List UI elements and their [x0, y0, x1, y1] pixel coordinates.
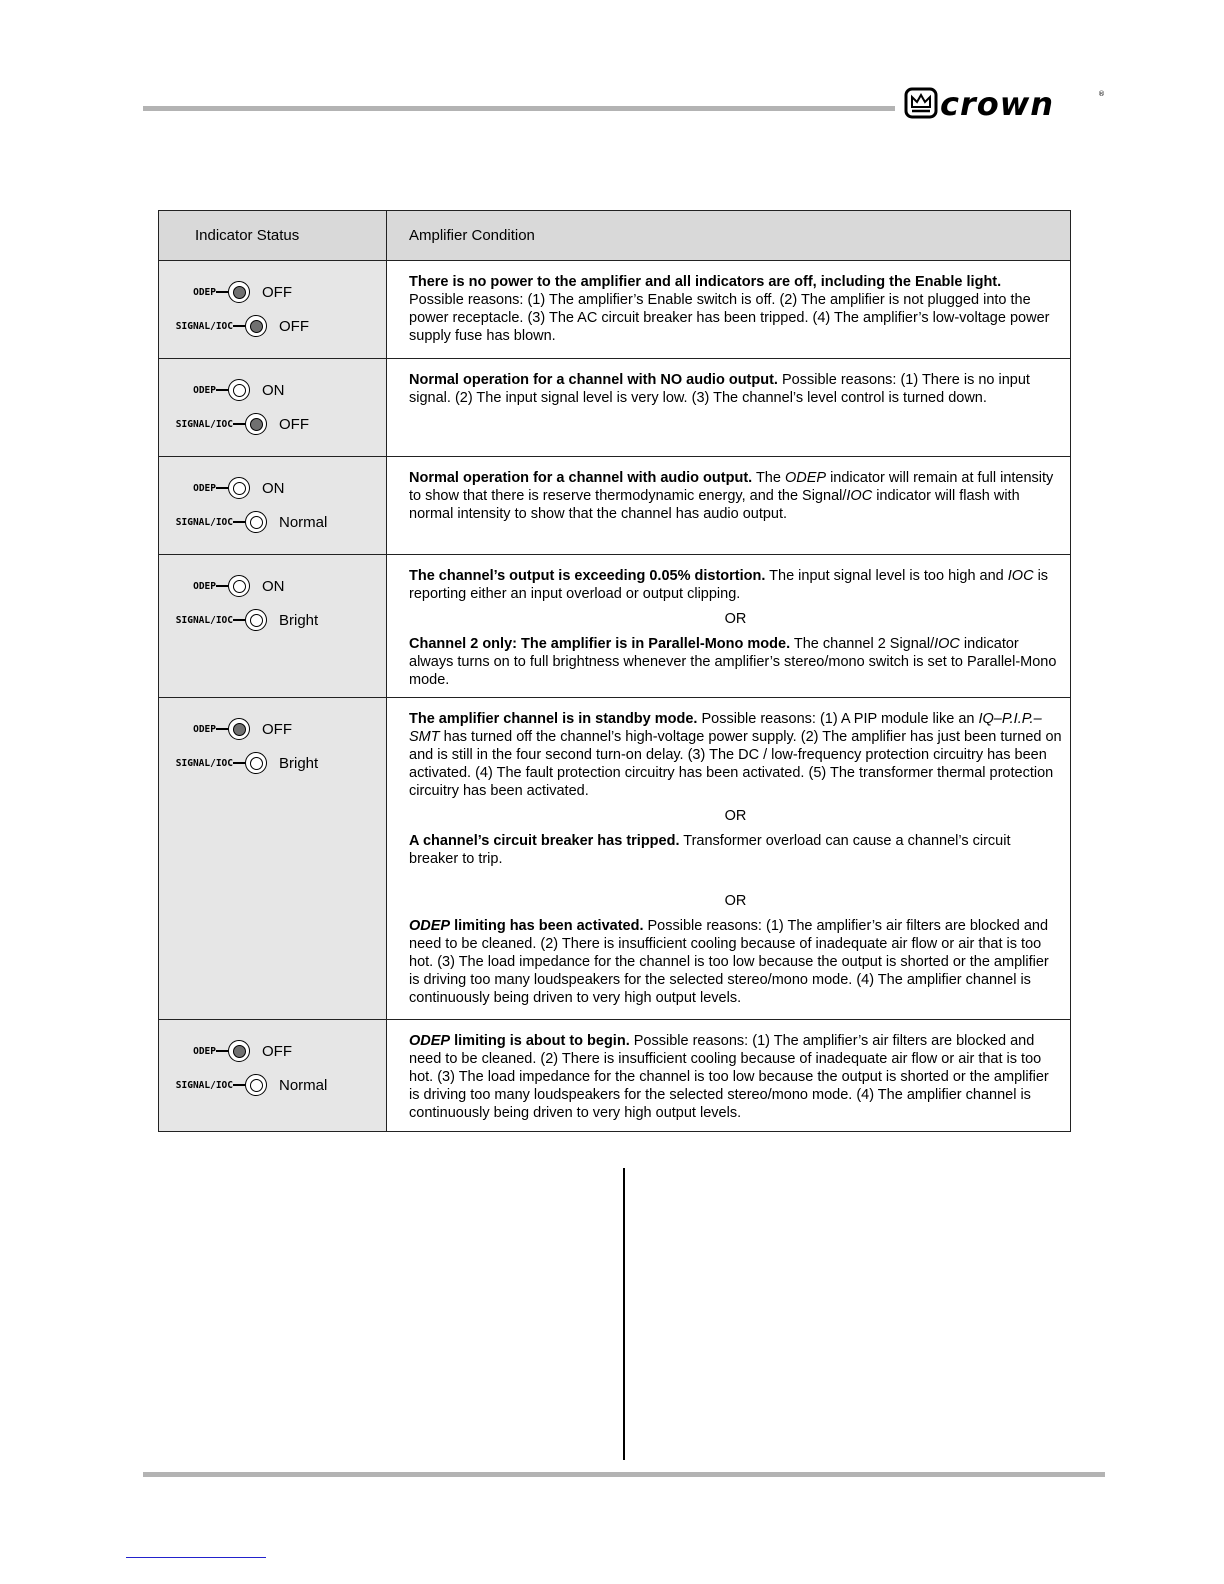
odep-led-icon [228, 1040, 250, 1062]
col-header-amplifier-condition: Amplifier Condition [387, 211, 1071, 261]
indicator-cell [159, 1020, 387, 1132]
odep-indicator [159, 474, 285, 502]
indicator-cell [159, 457, 387, 555]
odep-indicator [159, 715, 292, 743]
condition-text: indicator will remain at full intensity to show that there is reserve thermodynamic energy, and the Signal/ [409, 470, 1054, 504]
signal-label: SIGNAL/IOC [175, 516, 233, 528]
signal-state: Normal [279, 513, 328, 531]
condition-text: Possible reasons: (1) A PIP module like an [697, 711, 979, 727]
indicator-cell [159, 698, 387, 1020]
signal-indicator [159, 1071, 327, 1099]
condition-heading: A channel’s circuit breaker has tripped. [409, 833, 680, 849]
signal-indicator [159, 606, 318, 634]
condition-heading-italic: ODEP [409, 1033, 451, 1049]
odep-led-icon [228, 718, 250, 740]
table-row [159, 261, 1071, 359]
odep-led-icon [228, 575, 250, 597]
condition-heading-italic: ODEP [409, 918, 451, 934]
condition-italic: IQ–P.I.P.–SMT [409, 711, 1042, 745]
signal-indicator [159, 312, 309, 340]
odep-state: ON [262, 479, 285, 497]
signal-led-icon [245, 1074, 267, 1096]
column-divider [623, 1168, 625, 1460]
odep-state: OFF [262, 283, 292, 301]
condition-text: The input signal level is too high and [765, 568, 1008, 584]
condition-text: has turned off the channel’s high-voltage power supply. (2) The amplifier has just been turned on and is still in the four second turn-on delay. (3) The DC / low-frequency protection circuitry has been activated. (4) The fault protection circuitry has been activated. (5) The transformer thermal protection circuitry has been activated. [409, 729, 1062, 799]
odep-state: ON [262, 381, 285, 399]
condition-heading: There is no power to the amplifier and all indicators are off, including the Enable light. [409, 274, 1002, 290]
signal-state: Bright [279, 611, 319, 629]
condition-text: Possible reasons: (1) There is no input signal. (2) The input signal level is very low. (3) The channel’s level control is turned down. [409, 372, 1030, 406]
condition-text: Transformer overload can cause a channel’s circuit breaker to trip. [409, 833, 1011, 867]
odep-led-icon [228, 477, 250, 499]
signal-label: SIGNAL/IOC [175, 320, 233, 332]
signal-indicator [159, 749, 318, 777]
table-header-row [159, 211, 1071, 261]
condition-heading: Normal operation for a channel with NO audio output. [409, 372, 778, 388]
signal-led-icon [245, 752, 267, 774]
signal-led-icon [245, 511, 267, 533]
condition-text: is reporting either an input overload or output clipping. [409, 568, 1049, 602]
table-row [159, 1020, 1071, 1132]
indicator-cell [159, 359, 387, 457]
indicator-status-table [158, 210, 1071, 1132]
signal-label: SIGNAL/IOC [175, 614, 233, 626]
condition-text: The [752, 470, 785, 486]
signal-led-icon [245, 413, 267, 435]
condition-text: The channel 2 Signal/ [790, 636, 935, 652]
condition-cell [387, 555, 1071, 698]
signal-label: SIGNAL/IOC [175, 757, 233, 769]
table-row [159, 555, 1071, 698]
footer-rule [143, 1472, 1105, 1477]
table-row [159, 698, 1071, 1020]
odep-label: ODEP [193, 580, 216, 592]
condition-heading: The channel’s output is exceeding 0.05% distortion. [409, 568, 766, 584]
odep-indicator [159, 376, 285, 404]
condition-cell [387, 1020, 1071, 1132]
signal-state: Bright [279, 754, 319, 772]
odep-indicator [159, 1037, 292, 1065]
condition-text: indicator always turns on to full brightness whenever the amplifier’s stereo/mono switch is set to Parallel-Mono mode. [409, 636, 1057, 688]
signal-label: SIGNAL/IOC [175, 418, 233, 430]
condition-italic: IOC [1007, 568, 1034, 584]
condition-heading: limiting is about to begin. [450, 1033, 630, 1049]
odep-led-icon [228, 281, 250, 303]
condition-text: Possible reasons: (1) The amplifier’s air filters are blocked and need to be cleaned. (2) There is insufficient cooling because of inadequate air flow or air that is too hot. (3) The load impedance for the channel is too low because the output is shorted or the amplifier is driving too many loudspeakers for the selected stereo/mono mode. (4) The amplifier channel is continuously being driven to very high output levels. [409, 1033, 1049, 1121]
table-row [159, 359, 1071, 457]
odep-state: ON [262, 577, 285, 595]
condition-heading: The amplifier channel is in standby mode. [409, 711, 698, 727]
signal-led-icon [245, 315, 267, 337]
condition-italic: IOC [934, 636, 960, 652]
odep-label: ODEP [193, 482, 216, 494]
condition-text: indicator will flash with normal intensity to show that the channel has audio output. [409, 488, 1020, 522]
condition-text: Possible reasons: (1) The amplifier’s air filters are blocked and need to be cleaned. (2) There is insufficient cooling because of inadequate air flow or air that is too hot. (3) The load impedance for the channel is too low because the output is shorted or the amplifier is driving too many loudspeakers for the selected stereo/mono mode. (4) The amplifier channel is continuously being driven to very high output levels. [409, 918, 1049, 1006]
signal-state: OFF [279, 317, 309, 335]
col-header-indicator-status: Indicator Status [159, 211, 387, 261]
signal-label: SIGNAL/IOC [175, 1079, 233, 1091]
condition-cell [387, 698, 1071, 1020]
condition-text: Possible reasons: (1) The amplifier’s Enable switch is off. (2) The amplifier is not plugged into the power receptacle. (3) The AC circuit breaker has been tripped. (4) The amplifier’s low-voltage power supply fuse has blown. [409, 292, 1050, 344]
condition-heading: Channel 2 only: The amplifier is in Parallel-Mono mode. [409, 636, 791, 652]
odep-state: OFF [262, 1042, 292, 1060]
signal-indicator [159, 508, 327, 536]
indicator-cell [159, 261, 387, 359]
svg-text:crown: crown [940, 86, 1055, 122]
signal-indicator [159, 410, 309, 438]
or-separator: OR [724, 611, 747, 627]
odep-led-icon [228, 379, 250, 401]
condition-heading: Normal operation for a channel with audio output. [409, 470, 753, 486]
header-rule [143, 106, 895, 111]
odep-indicator [159, 278, 292, 306]
svg-text:®: ® [1098, 90, 1105, 98]
signal-state: Normal [279, 1076, 328, 1094]
footer-link-underline [126, 1557, 266, 1558]
odep-label: ODEP [193, 384, 216, 396]
odep-label: ODEP [193, 723, 216, 735]
indicator-cell [159, 555, 387, 698]
or-separator: OR [724, 808, 747, 824]
condition-italic: ODEP [784, 470, 827, 486]
crown-logo [904, 86, 1106, 127]
table-row [159, 457, 1071, 555]
or-separator: OR [724, 893, 747, 909]
odep-state: OFF [262, 720, 292, 738]
condition-italic: IOC [846, 488, 873, 504]
odep-indicator [159, 572, 285, 600]
condition-cell [387, 457, 1071, 555]
odep-label: ODEP [193, 286, 216, 298]
condition-heading: limiting has been activated. [450, 918, 644, 934]
signal-led-icon [245, 609, 267, 631]
odep-label: ODEP [193, 1045, 216, 1057]
condition-cell [387, 359, 1071, 457]
signal-state: OFF [279, 415, 309, 433]
condition-cell [387, 261, 1071, 359]
